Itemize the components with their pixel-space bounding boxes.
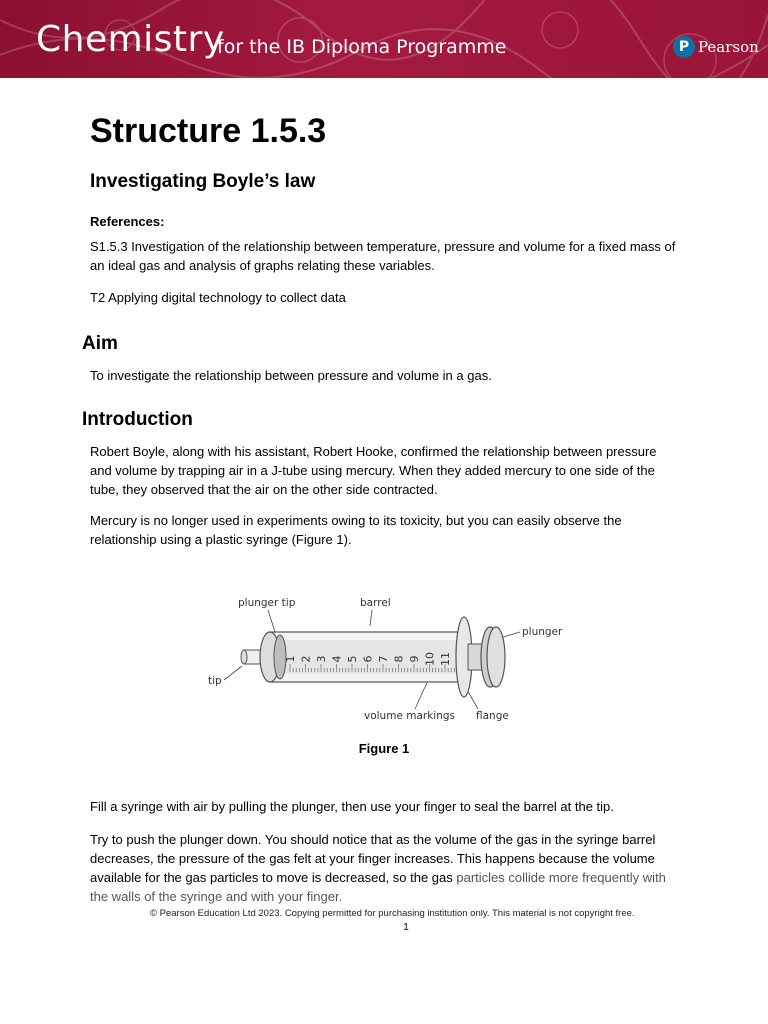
scale-number: 11 [439,652,452,666]
intro-paragraph: Robert Boyle, along with his assistant, Robert Hooke, confirmed the relationship between pressure and volume by trapping air in a J-tube using mercury. When they added mercury to one side of the tube, they observed that the air on the other side contracted. [90,444,657,497]
label-barrel: barrel [360,597,391,609]
publisher-name: Pearson [698,38,759,56]
references-label: References: [90,214,165,229]
scale-number: 2 [299,655,313,663]
label-flange: flange [476,710,509,722]
scale-number: 6 [361,655,375,663]
header-banner [0,0,768,78]
brand-title: Chemistry [36,19,225,60]
scale-number: 8 [392,655,406,663]
label-plunger-tip: plunger tip [238,597,296,609]
pearson-logo-icon: P [673,36,695,58]
page-number: 1 [403,922,409,933]
syringe-diagram [200,588,580,728]
body-text-faded: particles collide more frequently with the walls of the syringe and with your finger. [90,870,666,904]
scale-number: 7 [377,655,390,663]
reference-item: S1.5.3 Investigation of the relationship between temperature, pressure and volume for a fixed mass of an ideal gas and analysis of graphs relating these variables. [90,239,676,273]
figure-caption: Figure 1 [358,741,410,756]
copyright-notice: © Pearson Education Ltd 2023. Copying permitted for purchasing institution only. This material is not copyright free. [150,908,635,919]
page-title: Structure 1.5.3 [90,112,327,150]
aim-heading: Aim [82,333,118,354]
page-subtitle: Investigating Boyle’s law [90,171,316,192]
syringe-figure [200,588,580,728]
reference-item: T2 Applying digital technology to collect data [90,290,346,305]
introduction-heading: Introduction [82,409,193,430]
scale-number: 4 [330,655,344,663]
brand-subtitle: for the IB Diploma Programme [217,36,507,58]
intro-paragraph: Mercury is no longer used in experiments owing to its toxicity, but you can easily observe the relationship using a plastic syringe (Figure 1). [90,513,622,547]
pearson-logo [673,36,759,58]
aim-text: To investigate the relationship between pressure and volume in a gas. [90,368,492,383]
scale-number: 1 [284,655,297,663]
body-paragraph: Fill a syringe with air by pulling the plunger, then use your finger to seal the barrel at the tip. [90,799,614,814]
scale-number: 3 [315,655,328,663]
label-tip: tip [208,675,222,687]
body-paragraph [90,830,680,906]
scale-number: 9 [408,655,421,663]
label-plunger: plunger [522,626,563,638]
body-text: Try to push the plunger down. You should notice that as the volume of the gas in the syringe barrel decreases, the pressure of the gas felt at your finger increases. This happens because the volume available for the gas particles to move is decreased, so the gas [90,832,656,885]
scale-number: 5 [346,655,359,663]
label-volume-markings: volume markings [364,710,456,722]
scale-number: 10 [423,652,437,666]
